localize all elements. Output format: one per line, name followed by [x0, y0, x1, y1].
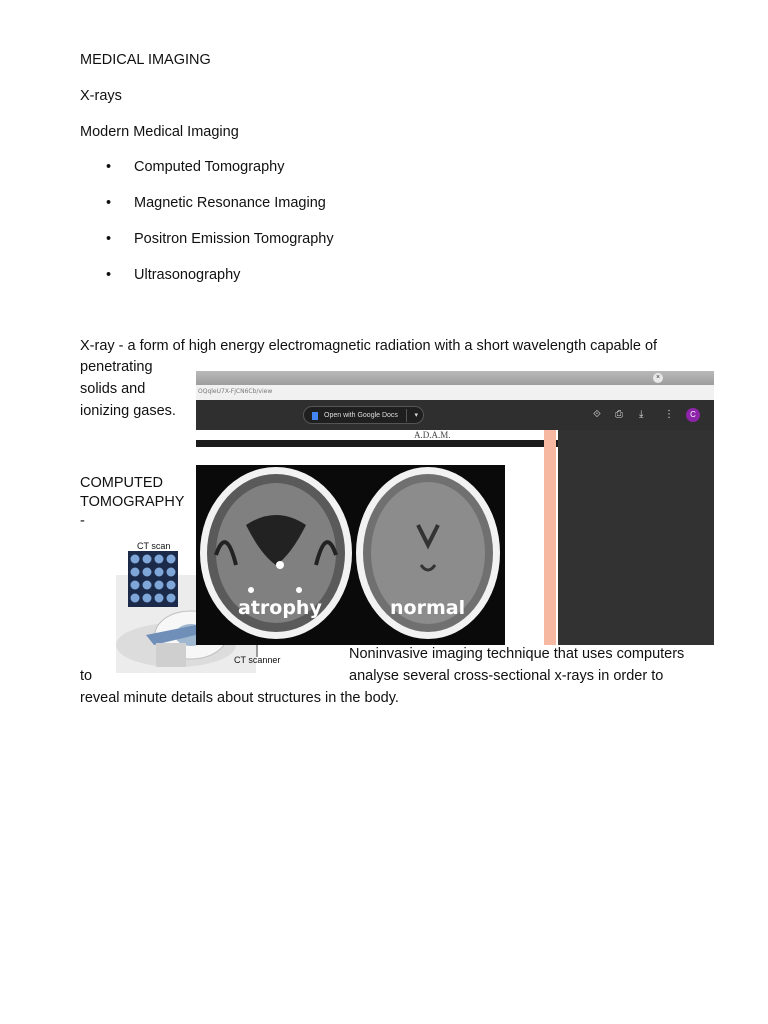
browser-address-bar[interactable]: [196, 385, 714, 400]
chevron-down-icon[interactable]: ▾: [414, 412, 418, 419]
open-with-docs-button[interactable]: [303, 406, 424, 424]
embedded-browser-screenshot: [196, 371, 714, 645]
google-docs-icon: [312, 412, 318, 420]
xray-definition-line3: solids and: [80, 381, 146, 397]
ct-heading-line1: COMPUTED: [80, 475, 163, 491]
add-to-drive-icon[interactable]: ⟐: [593, 409, 601, 420]
xray-definition-line1: X-ray - a form of high energy electromagnetic radiation with a short wavelength capable of: [80, 338, 658, 354]
ct-brain-comparison-image: [196, 465, 505, 645]
browser-titlebar: [196, 371, 714, 385]
adam-logo: A.D.A.M.: [414, 430, 451, 440]
list-item: Magnetic Resonance Imaging: [134, 195, 326, 211]
more-options-icon[interactable]: ⋮: [664, 409, 674, 420]
close-icon[interactable]: ×: [653, 373, 663, 383]
ct-description-line3: reveal minute details about structures in the body.: [80, 690, 399, 706]
bullet-marker: •: [106, 159, 112, 175]
ct-scan-thumbnails: [128, 551, 178, 607]
doc-line-xrays: X-rays: [80, 88, 122, 104]
button-divider: [406, 409, 407, 422]
bullet-marker: •: [106, 231, 112, 247]
download-icon[interactable]: ⤓: [639, 409, 644, 420]
ct-description-line1: Noninvasive imaging technique that uses computers: [349, 646, 685, 662]
bullet-marker: •: [106, 267, 112, 283]
page-band: [196, 440, 558, 447]
xray-definition-line4: ionizing gases.: [80, 403, 176, 419]
ct-description-line2-left: to: [80, 668, 93, 684]
list-item: Ultrasonography: [134, 267, 241, 283]
normal-label: normal: [390, 597, 466, 619]
list-item: Positron Emission Tomography: [134, 231, 334, 247]
print-icon[interactable]: ⎙: [615, 409, 623, 420]
page-side-strip: [544, 430, 556, 645]
list-item: Computed Tomography: [134, 159, 285, 175]
viewer-toolbar: [196, 400, 714, 430]
doc-line-modern: Modern Medical Imaging: [80, 124, 239, 140]
avatar[interactable]: C: [686, 408, 700, 422]
ct-description-line2-right: analyse several cross-sectional x-rays in order to: [349, 668, 664, 684]
ct-heading-line3: -: [80, 513, 85, 529]
ct-scan-label: CT scan: [137, 541, 171, 551]
doc-title: MEDICAL IMAGING: [80, 52, 211, 68]
url-text: OQqleU7X-FjCN6Cb/view: [198, 388, 273, 395]
xray-definition-line2: penetrating: [80, 359, 153, 375]
open-with-docs-label: Open with Google Docs: [324, 411, 398, 419]
bullet-marker: •: [106, 195, 112, 211]
atrophy-label: atrophy: [238, 597, 322, 619]
ct-heading-line2: TOMOGRAPHY: [80, 494, 185, 510]
ct-scanner-label: CT scanner: [234, 655, 281, 665]
